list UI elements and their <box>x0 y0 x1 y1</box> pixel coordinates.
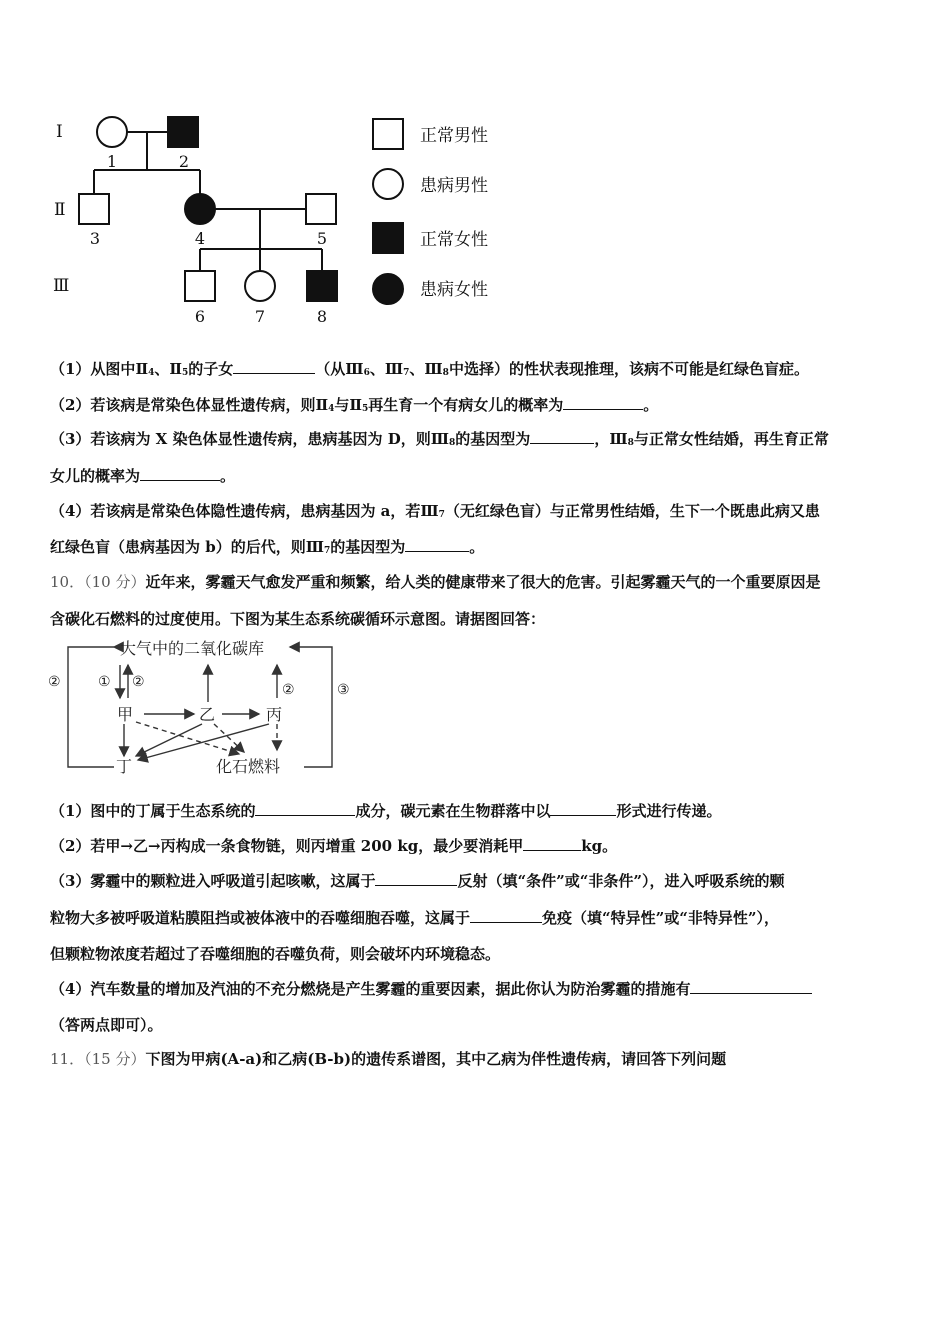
process-marker: ② <box>282 682 295 698</box>
legend-label: 患病女性 <box>420 280 488 300</box>
atmosphere-label: 大气中的二氧化碳库 <box>120 639 265 658</box>
q10-part2: （2）若甲→乙→丙构成一条食物链，则丙增重 200 kg，最少要消耗甲 kg。 <box>50 837 618 855</box>
question-number: 10．（10 分） <box>50 573 146 591</box>
generation-label: Ⅰ <box>56 122 63 142</box>
node-bing: 丙 <box>266 705 283 724</box>
answer-blank[interactable] <box>375 871 457 886</box>
member-5-square <box>306 194 336 224</box>
generation-label: Ⅲ <box>53 276 70 296</box>
member-6-square <box>185 271 215 301</box>
legend-label: 正常男性 <box>420 126 488 146</box>
legend-affected-female-icon <box>373 274 403 304</box>
q9-part4-cont: 红绿色盲（患病基因为 b）的后代，则Ⅲ7的基因型为 。 <box>50 538 485 556</box>
member-8-square <box>307 271 337 301</box>
process-marker: ② <box>48 674 61 690</box>
node-ding: 丁 <box>116 757 133 776</box>
answer-blank[interactable] <box>233 359 315 374</box>
legend-affected-male-icon <box>373 169 403 199</box>
q10-part3-cont2: 但颗粒物浓度若超过了吞噬细胞的吞噬负荷，则会破坏内环境稳态。 <box>50 945 501 963</box>
legend-normal-female-icon <box>373 223 403 253</box>
q9-part3: （3）若该病为 X 染色体显性遗传病，患病基因为 D，则Ⅲ8的基因型为 ，Ⅲ8与正常女性结婚，再生育正常 <box>50 430 829 448</box>
member-1-circle <box>97 117 127 147</box>
question-number: 11．（15 分） <box>50 1050 146 1068</box>
q10-intro: 10．（10 分）近年来，雾霾天气愈发严重和频繁，给人类的健康带来了很大的危害。引起雾霾天气的一个重要原因是 <box>50 573 821 591</box>
q9-part4: （4）若该病是常染色体隐性遗传病，患病基因为 a，若Ⅲ7（无红绿色盲）与正常男性结婚，生下一个既患此病又患 <box>50 502 820 520</box>
answer-blank[interactable] <box>563 395 643 410</box>
q10-intro-cont: 含碳化石燃料的过度使用。下图为某生态系统碳循环示意图。请据图回答： <box>50 610 546 628</box>
member-number: 6 <box>194 307 206 326</box>
legend-normal-male-icon <box>373 119 403 149</box>
member-number: 7 <box>254 307 266 326</box>
member-3-square <box>79 194 109 224</box>
answer-blank[interactable] <box>523 836 581 851</box>
node-jia: 甲 <box>117 705 134 724</box>
answer-blank[interactable] <box>255 801 355 816</box>
legend-label: 正常女性 <box>420 230 488 250</box>
member-number: 1 <box>106 152 118 171</box>
member-2-square <box>168 117 198 147</box>
answer-blank[interactable] <box>405 537 469 552</box>
pedigree-diagram <box>50 105 530 330</box>
answer-blank[interactable] <box>550 801 616 816</box>
legend-label: 患病男性 <box>420 176 488 196</box>
q9-part3-cont: 女儿的概率为 。 <box>50 467 236 485</box>
member-number: 5 <box>316 229 328 248</box>
answer-blank[interactable] <box>690 979 812 994</box>
member-number: 3 <box>89 229 101 248</box>
process-marker: ① <box>98 674 111 690</box>
answer-blank[interactable] <box>530 429 594 444</box>
generation-label: Ⅱ <box>54 200 66 220</box>
member-7-circle <box>245 271 275 301</box>
node-yi: 乙 <box>199 705 216 724</box>
carbon-cycle-diagram <box>44 632 364 782</box>
node-fossil-fuel: 化石燃料 <box>216 757 281 776</box>
member-number: 8 <box>316 307 328 326</box>
q11-intro: 11．（15 分）下图为甲病(A-a)和乙病(B-b)的遗传系谱图，其中乙病为伴性遗传病，请回答下列问题 <box>50 1050 727 1068</box>
answer-blank[interactable] <box>140 466 220 481</box>
q10-part3: （3）雾霾中的颗粒进入呼吸道引起咳嗽，这属于 反射（填“条件”或“非条件”），进入呼吸系统的颗 <box>50 872 785 890</box>
q10-part3-cont: 粒物大多被呼吸道粘膜阻挡或被体液中的吞噬细胞吞噬，这属于 免疫（填“特异性”或“非特异性”）， <box>50 909 780 927</box>
member-number: 4 <box>194 229 206 248</box>
process-marker: ② <box>132 674 145 690</box>
member-number: 2 <box>178 152 190 171</box>
q9-part2: （2）若该病是常染色体显性遗传病，则Ⅱ4与Ⅱ5再生育一个有病女儿的概率为 。 <box>50 396 659 414</box>
q9-part1: （1）从图中Ⅱ4、Ⅱ5的子女 （从Ⅲ6、Ⅲ7、Ⅲ8中选择）的性状表现推理，该病不可能是红绿色盲症。 <box>50 360 809 378</box>
q10-part4: （4）汽车数量的增加及汽油的不充分燃烧是产生雾霾的重要因素，据此你认为防治雾霾的措施有 <box>50 979 812 999</box>
member-4-circle <box>185 194 215 224</box>
answer-blank[interactable] <box>470 908 542 923</box>
q10-part1: （1）图中的丁属于生态系统的 成分，碳元素在生物群落中以 形式进行传递。 <box>50 802 722 820</box>
process-marker: ③ <box>337 682 350 698</box>
q10-part4-cont: （答两点即可）。 <box>50 1016 163 1034</box>
